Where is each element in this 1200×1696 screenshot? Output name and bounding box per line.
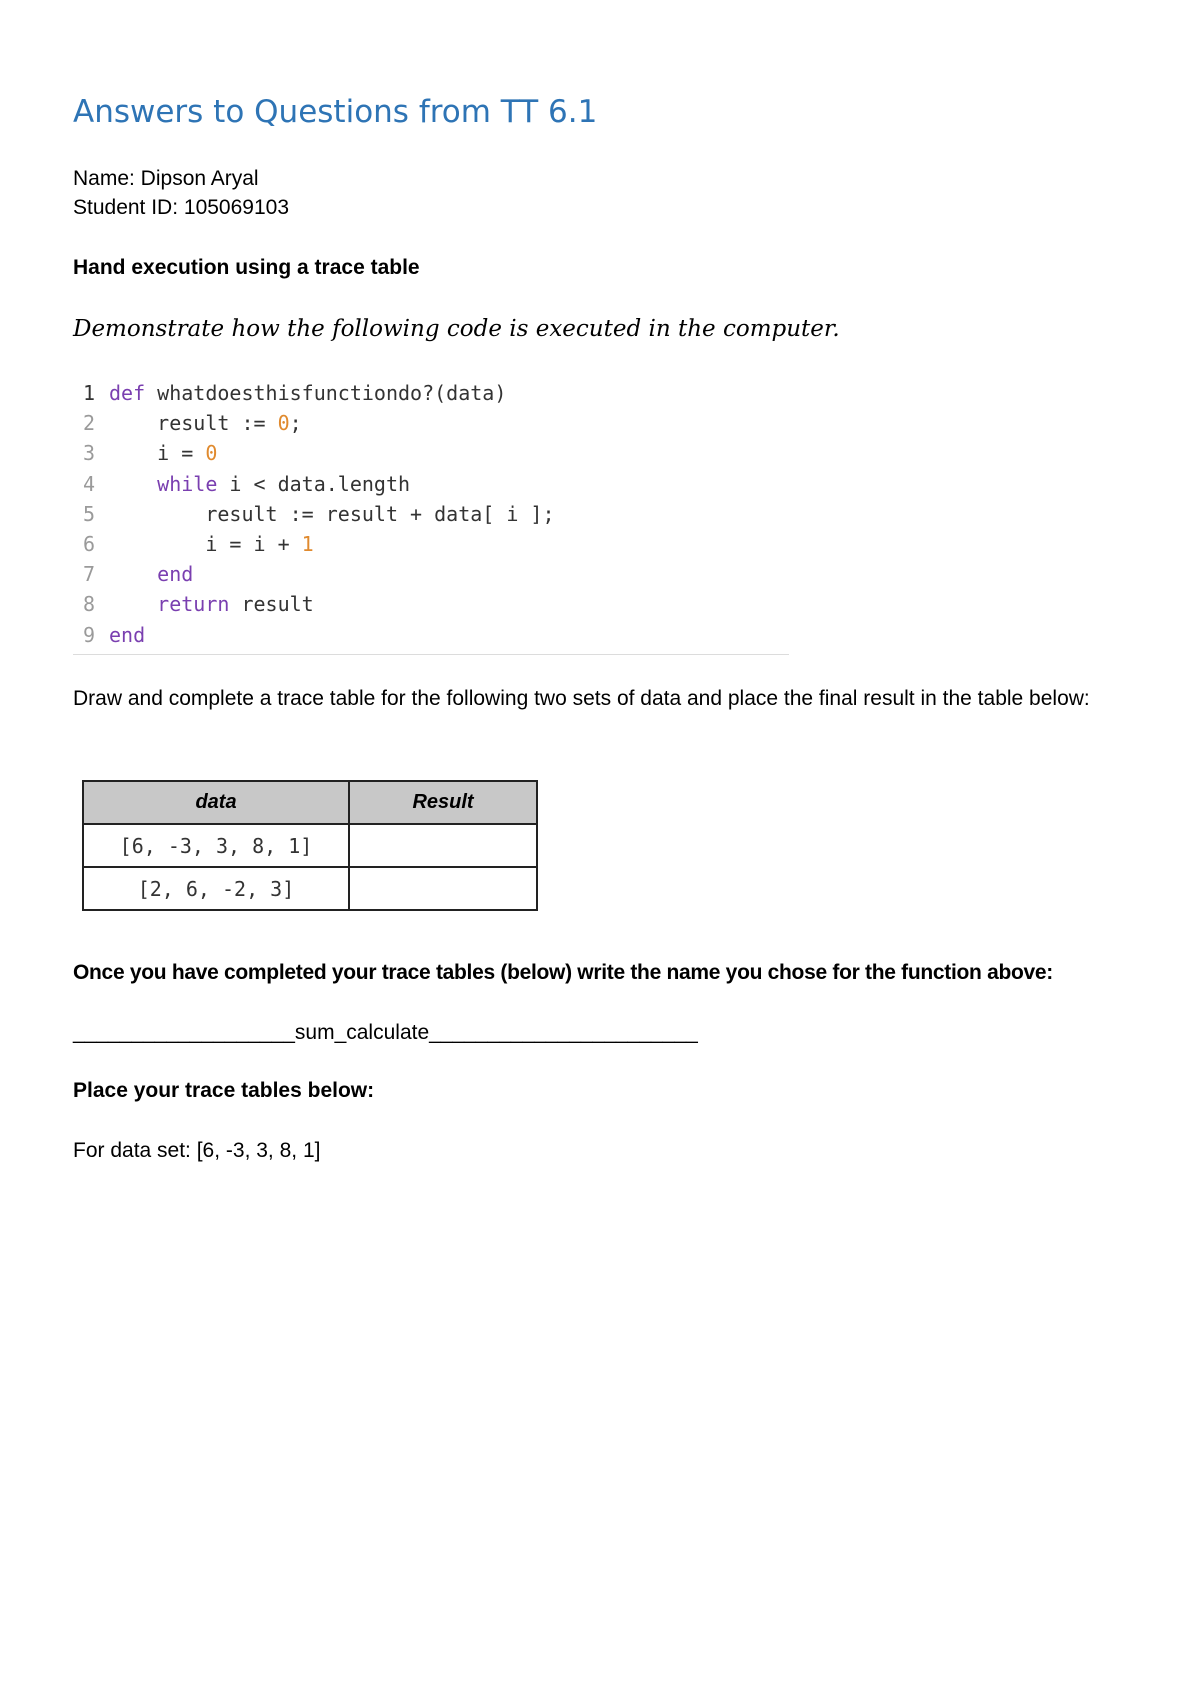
function-name-answer: ___________________sum_calculate_______________________ — [73, 1021, 698, 1044]
code-line — [73, 408, 789, 438]
table-row — [83, 824, 537, 867]
code-text: end — [109, 622, 146, 647]
data-cell: [2, 6, -2, 3] — [83, 867, 349, 910]
line-number: 3 — [82, 441, 95, 466]
data-cell: [6, -3, 3, 8, 1] — [83, 824, 349, 867]
code-text: def whatdoesthisfunctiondo?(data) — [109, 381, 507, 405]
code-line — [73, 529, 789, 559]
result-cell[interactable] — [349, 824, 537, 867]
table-row — [83, 867, 537, 910]
result-cell[interactable] — [349, 867, 537, 910]
code-line — [73, 559, 789, 589]
code-text: i = i + 1 — [205, 531, 314, 556]
code-text: return result — [157, 592, 314, 617]
code-text: while i < data.length — [157, 471, 411, 496]
line-number: 6 — [82, 531, 95, 556]
line-number: 5 — [82, 501, 95, 526]
student-name: Name: Dipson Aryal — [73, 167, 259, 190]
line-number: 9 — [82, 622, 95, 647]
code-text: end — [157, 562, 194, 587]
line-number: 1 — [82, 381, 95, 405]
header-data: data — [83, 781, 349, 824]
line-number: 4 — [82, 471, 95, 496]
code-line — [73, 499, 789, 529]
code-line — [73, 620, 789, 650]
section-heading: Hand execution using a trace table — [73, 256, 420, 279]
header-result: Result — [349, 781, 537, 824]
student-id: Student ID: 105069103 — [73, 196, 290, 219]
code-text: result := 0; — [157, 411, 302, 436]
page-title: Answers to Questions from TT 6.1 — [73, 94, 598, 130]
dataset-line: For data set: [6, -3, 3, 8, 1] — [73, 1139, 321, 1162]
trace-prompt: Draw and complete a trace table for the following two sets of data and place the final result in the table below: — [73, 687, 1090, 710]
code-text: result := result + data[ i ]; — [205, 501, 555, 526]
line-number: 8 — [82, 592, 95, 617]
code-text: i = 0 — [157, 441, 218, 466]
code-line — [73, 469, 789, 499]
code-line — [73, 378, 789, 408]
line-number: 2 — [82, 411, 95, 436]
answer-table — [82, 780, 538, 911]
instruction-text: Demonstrate how the following code is executed in the computer. — [73, 316, 840, 342]
line-number: 7 — [82, 562, 95, 587]
code-block — [73, 378, 789, 655]
place-heading: Place your trace tables below: — [73, 1079, 375, 1102]
answer-table-header-row — [83, 781, 537, 824]
name-prompt: Once you have completed your trace tables (below) write the name you chose for the function above: — [73, 961, 1053, 984]
code-line — [73, 438, 789, 468]
code-line — [73, 589, 789, 619]
